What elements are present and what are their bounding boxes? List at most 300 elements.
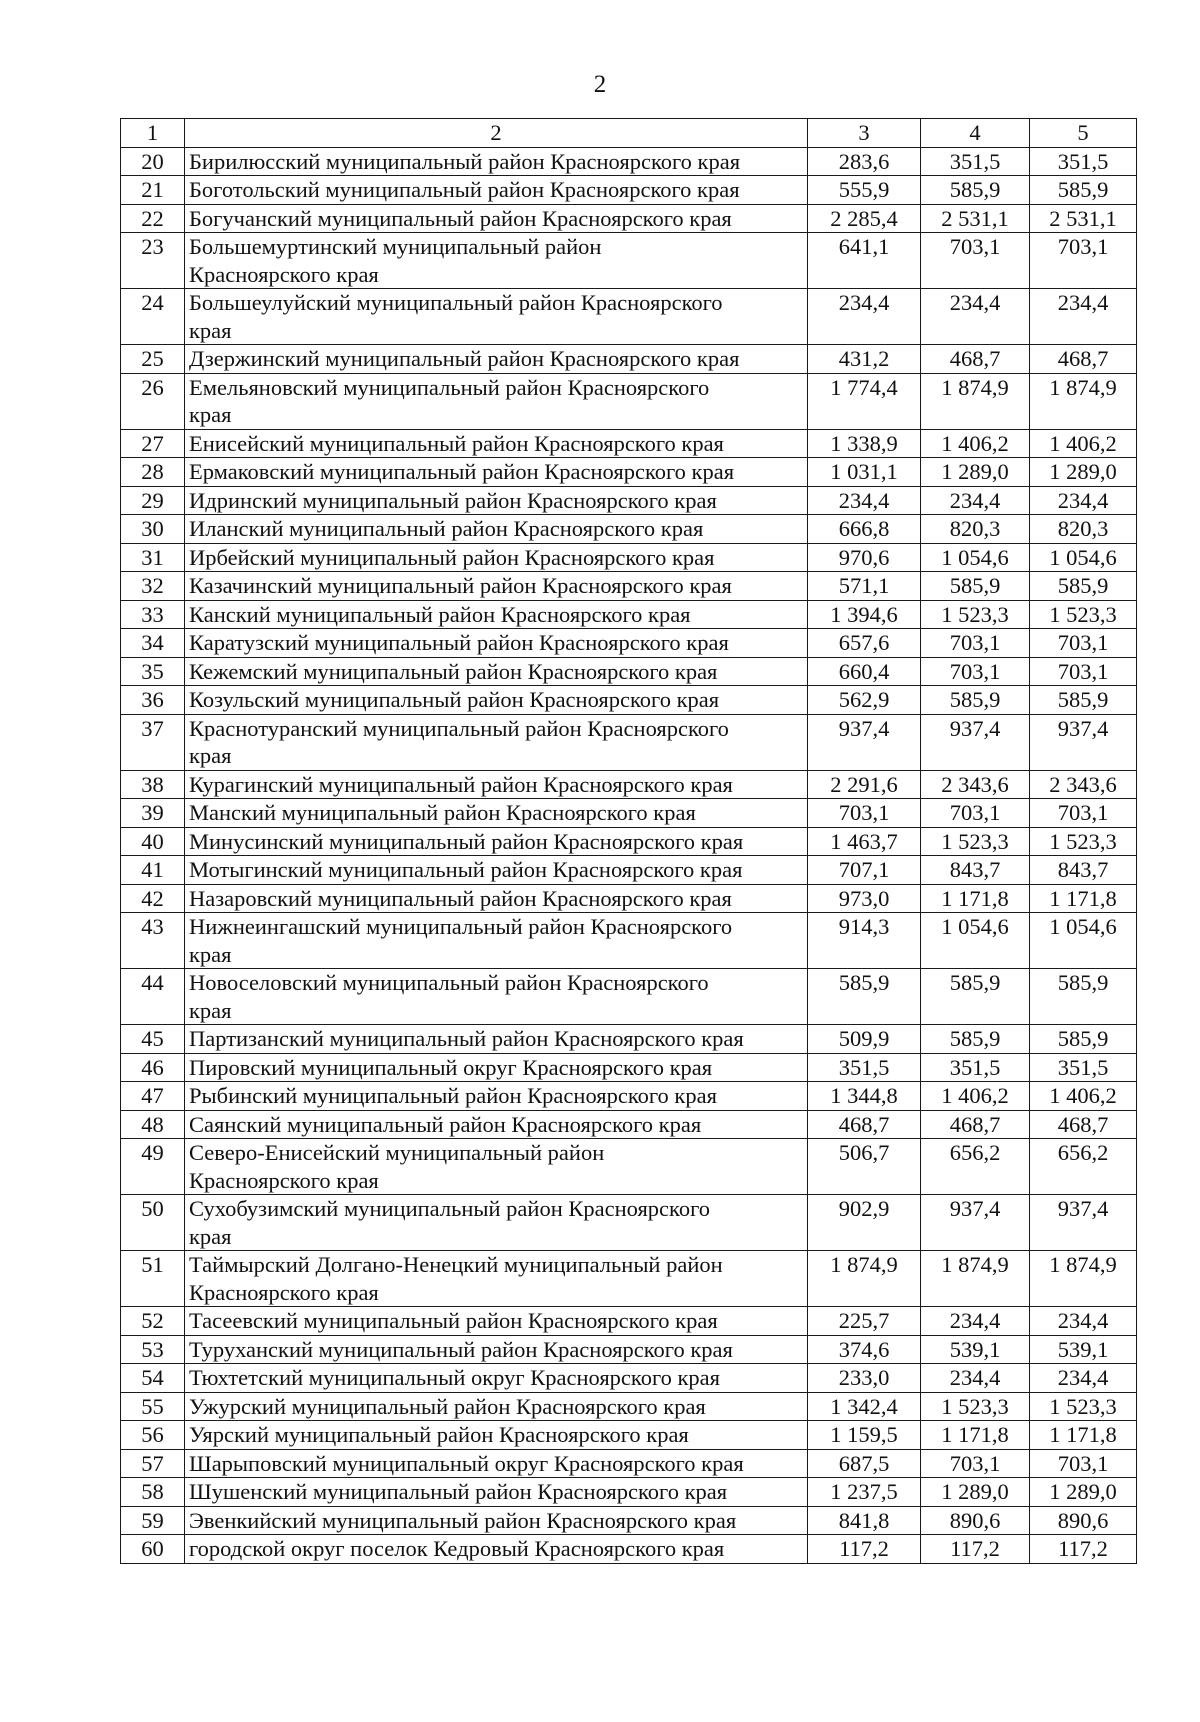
row-number-cell: 24	[121, 289, 185, 345]
municipality-name-line: Канский муниципальный район Красноярского края	[189, 601, 691, 627]
value-col-4-cell: 1 406,2	[921, 1082, 1030, 1111]
table-row	[121, 1478, 1137, 1507]
value-col-3-cell: 666,8	[808, 515, 921, 544]
value-col-3-cell: 1 394,6	[808, 600, 921, 629]
value-col-5-cell: 937,4	[1030, 1195, 1137, 1251]
value-col-4-cell: 1 874,9	[921, 1251, 1030, 1307]
municipality-name-line: Козульский муниципальный район Красноярского края	[189, 687, 720, 712]
value-col-3-cell: 703,1	[808, 799, 921, 828]
row-number-cell: 48	[121, 1110, 185, 1139]
municipality-name-line: Ермаковский муниципальный район Красноярского края	[189, 459, 735, 484]
value-col-3-cell: 1 344,8	[808, 1082, 921, 1111]
table-row	[121, 515, 1137, 544]
value-col-5-cell: 1 523,3	[1030, 827, 1137, 856]
header-cell-5: 5	[1030, 119, 1137, 148]
value-col-3-cell: 283,6	[808, 147, 921, 176]
municipality-name-line: Кежемский муниципальный район Красноярского края	[189, 658, 718, 684]
municipality-name-cell	[185, 1478, 808, 1507]
row-number-cell: 60	[121, 1535, 185, 1564]
value-col-4-cell: 937,4	[921, 1195, 1030, 1251]
value-col-4-cell: 585,9	[921, 686, 1030, 715]
municipality-name-cell	[185, 176, 808, 205]
table-body	[121, 119, 1137, 1564]
municipality-name-cell	[185, 686, 808, 715]
municipality-name-cell	[185, 1449, 808, 1478]
row-number-cell: 56	[121, 1421, 185, 1450]
value-col-3-cell: 1 342,4	[808, 1392, 921, 1421]
municipality-name-line: Красноярского края	[189, 261, 379, 287]
table-row	[121, 289, 1137, 345]
value-col-4-cell: 2 343,6	[921, 770, 1030, 799]
municipality-name-line: Саянский муниципальный район Красноярского края	[189, 1111, 702, 1137]
row-number-cell: 58	[121, 1478, 185, 1507]
value-col-5-cell: 585,9	[1030, 176, 1137, 205]
municipality-name-line: Боготольский муниципальный район Красноярского края	[189, 177, 740, 202]
municipality-name-line: Красноярского края	[189, 1167, 379, 1193]
table-row	[121, 1506, 1137, 1535]
municipality-name-cell	[185, 1364, 808, 1393]
table-row	[121, 629, 1137, 658]
municipality-name-line: Шушенский муниципальный район Красноярского края	[189, 1479, 728, 1504]
value-col-3-cell: 509,9	[808, 1025, 921, 1054]
value-col-5-cell: 1 289,0	[1030, 458, 1137, 487]
value-col-5-cell: 703,1	[1030, 657, 1137, 686]
value-col-5-cell: 1 874,9	[1030, 373, 1137, 429]
value-col-4-cell: 585,9	[921, 176, 1030, 205]
value-col-3-cell: 351,5	[808, 1053, 921, 1082]
municipality-name-line: Туруханский муниципальный район Красноярского края	[189, 1336, 733, 1362]
table-row	[121, 799, 1137, 828]
table-row	[121, 856, 1137, 885]
value-col-5-cell: 1 054,6	[1030, 913, 1137, 969]
municipality-name-cell	[185, 827, 808, 856]
value-col-5-cell: 234,4	[1030, 1307, 1137, 1336]
value-col-4-cell: 937,4	[921, 714, 1030, 770]
value-col-3-cell: 431,2	[808, 345, 921, 374]
value-col-3-cell: 1 031,1	[808, 458, 921, 487]
row-number-cell: 49	[121, 1139, 185, 1195]
value-col-5-cell: 1 171,8	[1030, 884, 1137, 913]
value-col-3-cell: 225,7	[808, 1307, 921, 1336]
municipality-name-cell	[185, 1506, 808, 1535]
municipality-name-cell	[185, 1053, 808, 1082]
value-col-4-cell: 1 523,3	[921, 827, 1030, 856]
value-col-4-cell: 539,1	[921, 1335, 1030, 1364]
value-col-4-cell: 351,5	[921, 147, 1030, 176]
row-number-cell: 53	[121, 1335, 185, 1364]
value-col-4-cell: 234,4	[921, 1307, 1030, 1336]
table-row	[121, 884, 1137, 913]
data-table	[120, 118, 1137, 1564]
municipality-name-cell	[185, 429, 808, 458]
value-col-3-cell: 937,4	[808, 714, 921, 770]
value-col-4-cell: 1 289,0	[921, 458, 1030, 487]
row-number-cell: 32	[121, 572, 185, 601]
row-number-cell: 31	[121, 543, 185, 572]
header-cell-2: 2	[185, 119, 808, 148]
value-col-4-cell: 2 531,1	[921, 204, 1030, 233]
value-col-5-cell: 1 406,2	[1030, 429, 1137, 458]
municipality-name-line: края	[189, 941, 232, 967]
value-col-5-cell: 1 874,9	[1030, 1251, 1137, 1307]
value-col-5-cell: 890,6	[1030, 1506, 1137, 1535]
value-col-4-cell: 468,7	[921, 345, 1030, 374]
municipality-name-cell	[185, 1251, 808, 1307]
municipality-name-line: Иланский муниципальный район Красноярского края	[189, 516, 704, 541]
table-row	[121, 1421, 1137, 1450]
value-col-5-cell: 1 054,6	[1030, 543, 1137, 572]
value-col-4-cell: 351,5	[921, 1053, 1030, 1082]
municipality-name-line: Тасеевский муниципальный район Красноярского края	[189, 1308, 718, 1333]
value-col-3-cell: 660,4	[808, 657, 921, 686]
municipality-name-line: Богучанский муниципальный район Красноярского края	[189, 205, 732, 231]
municipality-name-cell	[185, 1195, 808, 1251]
value-col-3-cell: 707,1	[808, 856, 921, 885]
value-col-5-cell: 1 171,8	[1030, 1421, 1137, 1450]
municipality-name-cell	[185, 147, 808, 176]
value-col-4-cell: 1 054,6	[921, 543, 1030, 572]
header-cell-4: 4	[921, 119, 1030, 148]
value-col-3-cell: 571,1	[808, 572, 921, 601]
value-col-3-cell: 657,6	[808, 629, 921, 658]
row-number-cell: 41	[121, 856, 185, 885]
table-row	[121, 233, 1137, 289]
value-col-4-cell: 890,6	[921, 1506, 1030, 1535]
value-col-5-cell: 468,7	[1030, 345, 1137, 374]
value-col-4-cell: 1 054,6	[921, 913, 1030, 969]
row-number-cell: 52	[121, 1307, 185, 1336]
municipality-name-line: Енисейский муниципальный район Красноярского края	[189, 430, 724, 456]
value-col-4-cell: 585,9	[921, 969, 1030, 1025]
value-col-5-cell: 937,4	[1030, 714, 1137, 770]
row-number-cell: 57	[121, 1449, 185, 1478]
table-row	[121, 1392, 1137, 1421]
municipality-name-cell	[185, 714, 808, 770]
value-col-5-cell: 656,2	[1030, 1139, 1137, 1195]
municipality-name-cell	[185, 884, 808, 913]
municipality-name-cell	[185, 1535, 808, 1564]
value-col-4-cell: 117,2	[921, 1535, 1030, 1564]
value-col-5-cell: 843,7	[1030, 856, 1137, 885]
value-col-3-cell: 234,4	[808, 289, 921, 345]
value-col-5-cell: 539,1	[1030, 1335, 1137, 1364]
value-col-4-cell: 468,7	[921, 1110, 1030, 1139]
value-col-5-cell: 117,2	[1030, 1535, 1137, 1564]
municipality-name-line: Большеулуйский муниципальный район Красноярского	[189, 290, 723, 315]
municipality-name-cell	[185, 969, 808, 1025]
row-number-cell: 23	[121, 233, 185, 289]
table-row	[121, 770, 1137, 799]
municipality-name-line: Бирилюсский муниципальный район Красноярского края	[189, 148, 741, 174]
value-col-3-cell: 374,6	[808, 1335, 921, 1364]
table-row	[121, 827, 1137, 856]
municipality-name-cell	[185, 1025, 808, 1054]
table-row	[121, 486, 1137, 515]
value-col-3-cell: 1 463,7	[808, 827, 921, 856]
table-row	[121, 1307, 1137, 1336]
table-row	[121, 657, 1137, 686]
municipality-name-cell	[185, 600, 808, 629]
value-col-4-cell: 656,2	[921, 1139, 1030, 1195]
value-col-3-cell: 1 237,5	[808, 1478, 921, 1507]
row-number-cell: 34	[121, 629, 185, 658]
municipality-name-cell	[185, 486, 808, 515]
value-col-5-cell: 2 531,1	[1030, 204, 1137, 233]
municipality-name-cell	[185, 458, 808, 487]
municipality-name-line: края	[189, 317, 232, 343]
value-col-5-cell: 820,3	[1030, 515, 1137, 544]
value-col-3-cell: 1 338,9	[808, 429, 921, 458]
municipality-name-line: Ирбейский муниципальный район Красноярского края	[189, 544, 715, 570]
header-cell-3: 3	[808, 119, 921, 148]
municipality-name-line: Назаровский муниципальный район Красноярского края	[189, 885, 732, 911]
value-col-3-cell: 233,0	[808, 1364, 921, 1393]
row-number-cell: 47	[121, 1082, 185, 1111]
municipality-name-line: Каратузский муниципальный район Красноярского края	[189, 630, 729, 655]
value-col-4-cell: 234,4	[921, 1364, 1030, 1393]
row-number-cell: 40	[121, 827, 185, 856]
row-number-cell: 51	[121, 1251, 185, 1307]
value-col-4-cell: 703,1	[921, 657, 1030, 686]
municipality-name-cell	[185, 1421, 808, 1450]
value-col-3-cell: 468,7	[808, 1110, 921, 1139]
table-row	[121, 600, 1137, 629]
table-row	[121, 1449, 1137, 1478]
municipality-name-line: края	[189, 997, 232, 1023]
table-row	[121, 1082, 1137, 1111]
row-number-cell: 45	[121, 1025, 185, 1054]
value-col-4-cell: 585,9	[921, 572, 1030, 601]
municipality-name-line: Большемуртинский муниципальный район	[189, 234, 602, 259]
page-number: 2	[593, 71, 607, 98]
municipality-name-line: края	[189, 1223, 232, 1249]
municipality-name-line: Эвенкийский муниципальный район Красноярского края	[189, 1507, 737, 1533]
value-col-5-cell: 234,4	[1030, 289, 1137, 345]
value-col-3-cell: 1 774,4	[808, 373, 921, 429]
table-row	[121, 1025, 1137, 1054]
table-row	[121, 373, 1137, 429]
table-row	[121, 543, 1137, 572]
value-col-3-cell: 687,5	[808, 1449, 921, 1478]
municipality-name-line: Шарыповский муниципальный округ Красноярского края	[189, 1450, 744, 1476]
municipality-name-line: Идринский муниципальный район Красноярского края	[189, 487, 717, 513]
municipality-name-line: Северо-Енисейский муниципальный район	[189, 1140, 605, 1165]
municipality-name-line: Дзержинский муниципальный район Красноярского края	[189, 346, 740, 371]
row-number-cell: 30	[121, 515, 185, 544]
municipality-name-line: Тюхтетский муниципальный округ Красноярского края	[189, 1365, 721, 1390]
row-number-cell: 35	[121, 657, 185, 686]
row-number-cell: 33	[121, 600, 185, 629]
value-col-4-cell: 1 523,3	[921, 600, 1030, 629]
municipality-name-cell	[185, 373, 808, 429]
table-row	[121, 1535, 1137, 1564]
row-number-cell: 20	[121, 147, 185, 176]
value-col-4-cell: 234,4	[921, 289, 1030, 345]
municipality-name-line: края	[189, 743, 232, 768]
value-col-3-cell: 914,3	[808, 913, 921, 969]
table-row	[121, 913, 1137, 969]
value-col-3-cell: 973,0	[808, 884, 921, 913]
municipality-name-cell	[185, 770, 808, 799]
value-col-3-cell: 1 874,9	[808, 1251, 921, 1307]
row-number-cell: 54	[121, 1364, 185, 1393]
value-col-3-cell: 970,6	[808, 543, 921, 572]
municipality-name-cell	[185, 1307, 808, 1336]
value-col-4-cell: 843,7	[921, 856, 1030, 885]
value-col-5-cell: 585,9	[1030, 969, 1137, 1025]
municipality-name-line: Таймырский Долгано-Ненецкий муниципальный район	[189, 1252, 723, 1277]
row-number-cell: 59	[121, 1506, 185, 1535]
row-number-cell: 42	[121, 884, 185, 913]
municipality-name-cell	[185, 1392, 808, 1421]
value-col-3-cell: 2 291,6	[808, 770, 921, 799]
municipality-name-cell	[185, 289, 808, 345]
municipality-name-line: Сухобузимский муниципальный район Красноярского	[189, 1196, 710, 1221]
municipality-name-line: Казачинский муниципальный район Красноярского края	[189, 573, 732, 598]
row-number-cell: 27	[121, 429, 185, 458]
value-col-5-cell: 234,4	[1030, 486, 1137, 515]
municipality-name-line: Новоселовский муниципальный район Красноярского	[189, 970, 709, 995]
value-col-4-cell: 820,3	[921, 515, 1030, 544]
table-row	[121, 572, 1137, 601]
value-col-5-cell: 2 343,6	[1030, 770, 1137, 799]
value-col-3-cell: 117,2	[808, 1535, 921, 1564]
row-number-cell: 50	[121, 1195, 185, 1251]
value-col-4-cell: 703,1	[921, 1449, 1030, 1478]
municipality-name-line: Емельяновский муниципальный район Красноярского	[189, 374, 710, 400]
table-row	[121, 1053, 1137, 1082]
municipality-name-cell	[185, 657, 808, 686]
row-number-cell: 37	[121, 714, 185, 770]
table-row	[121, 429, 1137, 458]
row-number-cell: 25	[121, 345, 185, 374]
municipality-name-line: Краснотуранский муниципальный район Красноярского	[189, 715, 729, 741]
value-col-5-cell: 468,7	[1030, 1110, 1137, 1139]
value-col-5-cell: 1 523,3	[1030, 600, 1137, 629]
table-row	[121, 1364, 1137, 1393]
row-number-cell: 26	[121, 373, 185, 429]
value-col-4-cell: 1 874,9	[921, 373, 1030, 429]
table-row	[121, 204, 1137, 233]
value-col-3-cell: 234,4	[808, 486, 921, 515]
municipality-name-line: Манский муниципальный район Красноярского края	[189, 800, 696, 825]
row-number-cell: 44	[121, 969, 185, 1025]
municipality-name-line: городской округ поселок Кедровый Красноярского края	[189, 1536, 725, 1561]
row-number-cell: 28	[121, 458, 185, 487]
value-col-4-cell: 703,1	[921, 799, 1030, 828]
municipality-name-cell	[185, 1335, 808, 1364]
value-col-5-cell: 1 289,0	[1030, 1478, 1137, 1507]
table-row	[121, 1251, 1137, 1307]
header-cell-1: 1	[121, 119, 185, 148]
value-col-5-cell: 585,9	[1030, 1025, 1137, 1054]
value-col-5-cell: 351,5	[1030, 147, 1137, 176]
municipality-name-cell	[185, 233, 808, 289]
value-col-4-cell: 1 171,8	[921, 1421, 1030, 1450]
table-row	[121, 1110, 1137, 1139]
table-row	[121, 969, 1137, 1025]
value-col-5-cell: 585,9	[1030, 572, 1137, 601]
value-col-5-cell: 234,4	[1030, 1364, 1137, 1393]
value-col-5-cell: 703,1	[1030, 233, 1137, 289]
value-col-5-cell: 1 523,3	[1030, 1392, 1137, 1421]
municipality-name-cell	[185, 913, 808, 969]
table-row	[121, 1195, 1137, 1251]
table-row	[121, 1139, 1137, 1195]
municipality-name-line: края	[189, 402, 232, 427]
row-number-cell: 38	[121, 770, 185, 799]
value-col-4-cell: 703,1	[921, 233, 1030, 289]
value-col-4-cell: 585,9	[921, 1025, 1030, 1054]
municipality-name-cell	[185, 629, 808, 658]
row-number-cell: 22	[121, 204, 185, 233]
table-row	[121, 686, 1137, 715]
municipality-name-line: Красноярского края	[189, 1279, 379, 1305]
value-col-3-cell: 562,9	[808, 686, 921, 715]
municipality-name-line: Минусинский муниципальный район Красноярского края	[189, 828, 744, 854]
municipality-name-cell	[185, 1139, 808, 1195]
value-col-5-cell: 1 406,2	[1030, 1082, 1137, 1111]
row-number-cell: 29	[121, 486, 185, 515]
municipality-name-cell	[185, 345, 808, 374]
value-col-5-cell: 703,1	[1030, 799, 1137, 828]
row-number-cell: 43	[121, 913, 185, 969]
municipality-name-cell	[185, 799, 808, 828]
municipality-name-cell	[185, 1082, 808, 1111]
row-number-cell: 36	[121, 686, 185, 715]
value-col-5-cell: 585,9	[1030, 686, 1137, 715]
value-col-5-cell: 703,1	[1030, 629, 1137, 658]
municipality-name-cell	[185, 1110, 808, 1139]
value-col-5-cell: 351,5	[1030, 1053, 1137, 1082]
municipality-name-line: Рыбинский муниципальный район Красноярского края	[189, 1083, 717, 1108]
municipality-name-line: Нижнеингашский муниципальный район Красноярского	[189, 914, 733, 939]
value-col-5-cell: 703,1	[1030, 1449, 1137, 1478]
municipality-name-cell	[185, 572, 808, 601]
table-row	[121, 458, 1137, 487]
value-col-3-cell: 585,9	[808, 969, 921, 1025]
value-col-3-cell: 902,9	[808, 1195, 921, 1251]
municipality-name-cell	[185, 515, 808, 544]
municipality-name-line: Мотыгинский муниципальный район Красноярского края	[189, 857, 743, 882]
value-col-3-cell: 841,8	[808, 1506, 921, 1535]
value-col-3-cell: 2 285,4	[808, 204, 921, 233]
row-number-cell: 39	[121, 799, 185, 828]
value-col-4-cell: 1 289,0	[921, 1478, 1030, 1507]
table-row	[121, 345, 1137, 374]
table-row	[121, 1335, 1137, 1364]
table-row	[121, 714, 1137, 770]
table-row	[121, 176, 1137, 205]
value-col-4-cell: 1 523,3	[921, 1392, 1030, 1421]
municipality-name-cell	[185, 856, 808, 885]
municipality-name-line: Ужурский муниципальный район Красноярского края	[189, 1393, 706, 1419]
value-col-3-cell: 555,9	[808, 176, 921, 205]
value-col-4-cell: 234,4	[921, 486, 1030, 515]
row-number-cell: 55	[121, 1392, 185, 1421]
value-col-3-cell: 1 159,5	[808, 1421, 921, 1450]
value-col-3-cell: 641,1	[808, 233, 921, 289]
value-col-3-cell: 506,7	[808, 1139, 921, 1195]
row-number-cell: 21	[121, 176, 185, 205]
table-header-row	[121, 119, 1137, 148]
row-number-cell: 46	[121, 1053, 185, 1082]
municipality-name-line: Уярский муниципальный район Красноярского края	[189, 1422, 689, 1447]
value-col-4-cell: 1 406,2	[921, 429, 1030, 458]
municipality-name-line: Пировский муниципальный округ Красноярского края	[189, 1054, 713, 1080]
municipality-name-cell	[185, 543, 808, 572]
municipality-name-line: Партизанский муниципальный район Красноярского края	[189, 1026, 744, 1051]
